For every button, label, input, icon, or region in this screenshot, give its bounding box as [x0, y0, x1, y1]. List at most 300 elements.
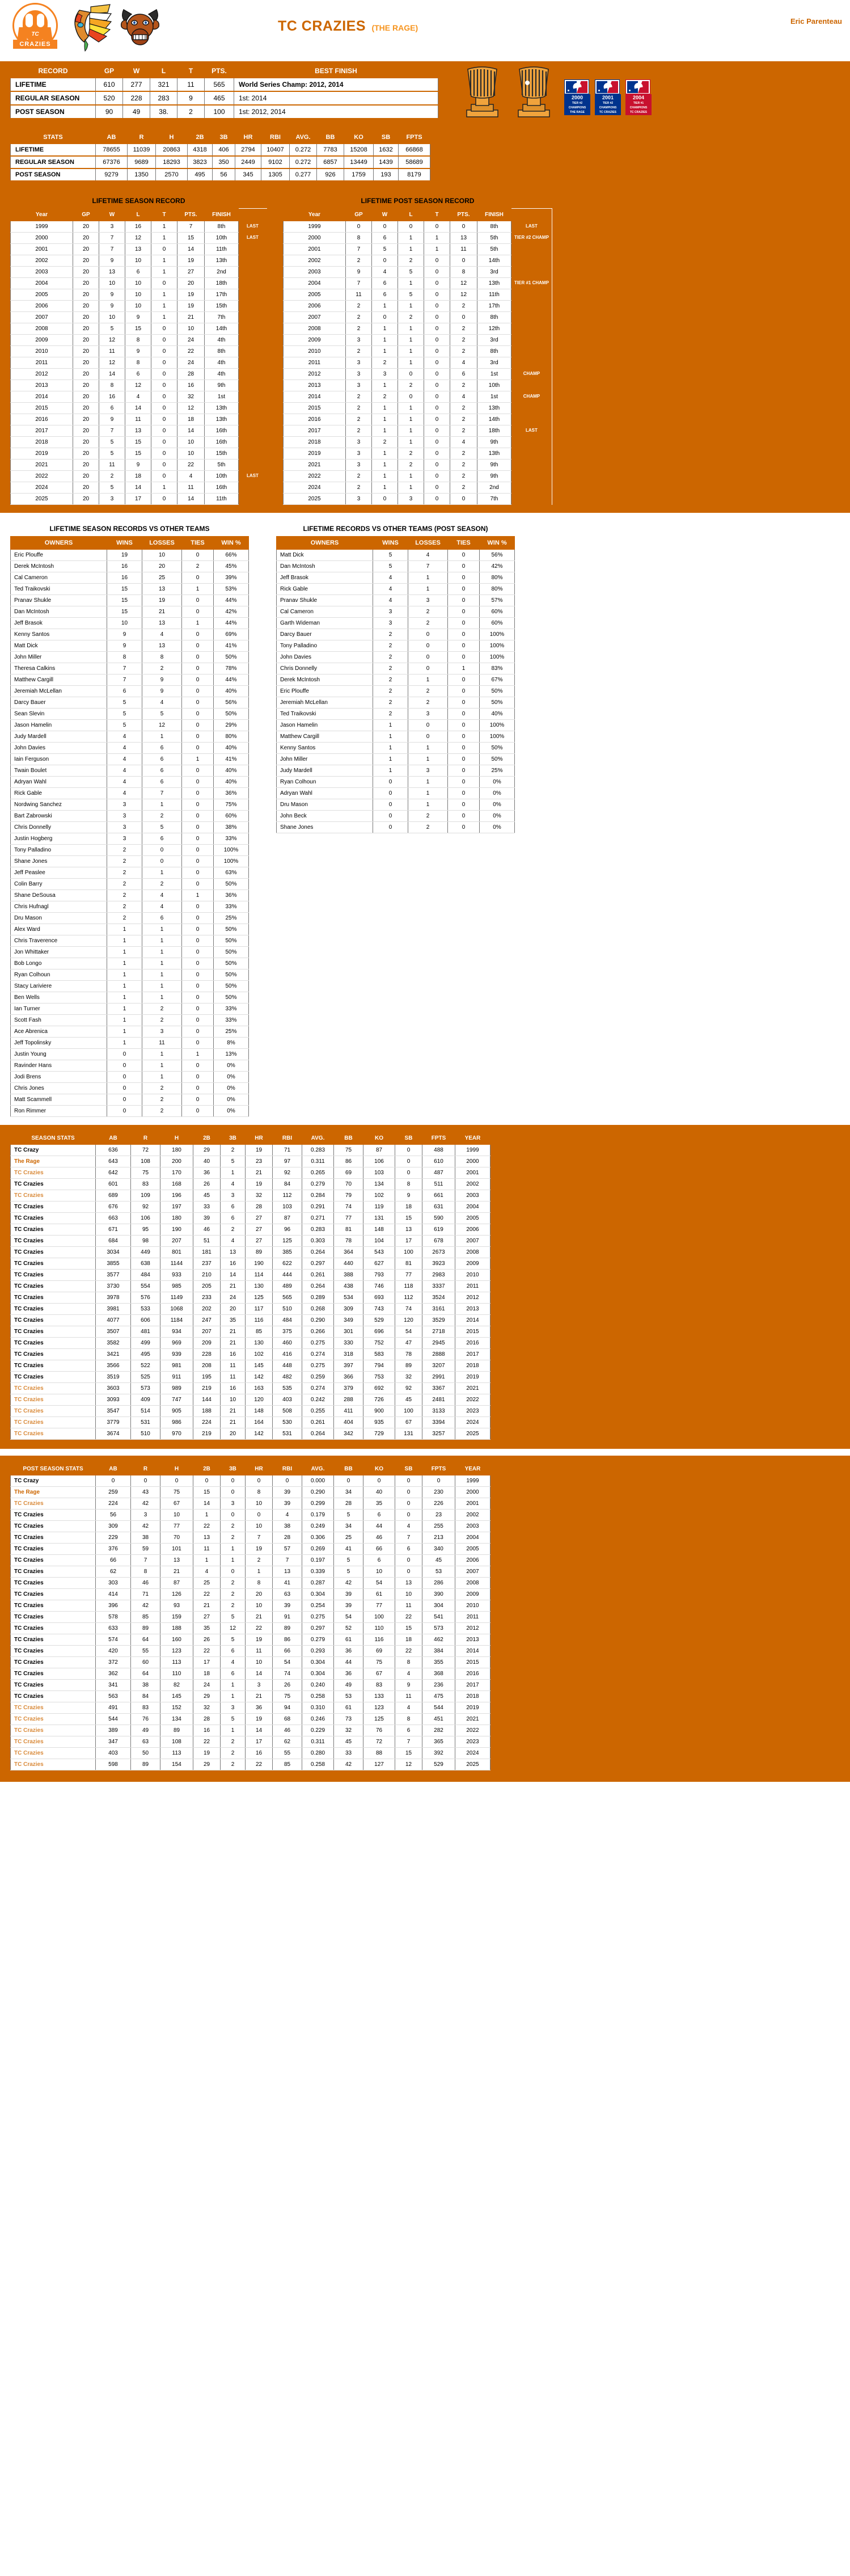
post-season-stats-cell-9: 133 [363, 1691, 395, 1702]
season-stats-team: TC Crazies [11, 1372, 96, 1383]
season-stats-cell-5: 19 [246, 1179, 273, 1190]
post-season-stats-team: TC Crazies [11, 1612, 96, 1623]
post-season-stats-team: TC Crazies [11, 1680, 96, 1691]
vs-team-w: 4 [107, 754, 142, 765]
vs-team-w: 1 [107, 1004, 142, 1015]
post-season-stats-cell-11: 282 [422, 1725, 455, 1736]
post-season-stats-cell-10: 0 [395, 1487, 422, 1498]
vs-team-post-w: 2 [373, 629, 408, 640]
post-season-record-gp: 3 [346, 437, 372, 448]
season-stats-cell-12: 2023 [455, 1406, 490, 1417]
vs-team-post-owner: Kenny Santos [277, 743, 373, 754]
post-season-stats-cell-4: 0 [221, 1510, 246, 1521]
post-season-stats-cell-2: 101 [160, 1544, 193, 1555]
season-record-finish: 13th [205, 414, 239, 425]
vs-team-w: 1 [107, 1038, 142, 1049]
season-stats-cell-1: 573 [131, 1383, 160, 1394]
vs-team-w: 15 [107, 595, 142, 606]
post-season-record-w: 1 [372, 323, 398, 335]
season-stats-cell-11: 3133 [422, 1406, 455, 1417]
vs-team-pct: 0% [214, 1083, 249, 1094]
season-stats-cell-6: 448 [273, 1360, 302, 1372]
vs-team-post-owner: Jason Hamelin [277, 720, 373, 731]
table-row [277, 731, 515, 743]
season-stats-cell-7: 0.274 [302, 1383, 334, 1394]
season-stats-cell-2: 986 [160, 1417, 193, 1428]
stats-cell-0: 78655 [96, 144, 128, 157]
record-l: 38. [150, 105, 177, 119]
post-season-stats-cell-2: 93 [160, 1600, 193, 1612]
vs-team-pct: 0% [214, 1060, 249, 1072]
vs-team-post-owner: John Davies [277, 652, 373, 663]
vs-team-l: 6 [142, 743, 182, 754]
season-stats-team: TC Crazies [11, 1338, 96, 1349]
vs-team-w: 2 [107, 901, 142, 913]
post-season-stats-cell-10: 0 [395, 1475, 422, 1487]
post-season-stats-cell-0: 362 [96, 1668, 131, 1680]
post-season-record-pts: 2 [450, 403, 477, 414]
table-row [11, 1555, 490, 1566]
logo-group [10, 2, 162, 52]
vs-team-w: 5 [107, 709, 142, 720]
season-record-w: 9 [99, 289, 125, 301]
table-row [277, 777, 515, 788]
vs-team-t: 0 [182, 1004, 214, 1015]
vs-team-post-t: 0 [448, 720, 480, 731]
post-season-record-gp: 2 [346, 391, 372, 403]
lifetime-post-season-record-title: LIFETIME POST SEASON RECORD [283, 193, 552, 208]
season-stats-cell-1: 108 [131, 1156, 160, 1167]
season-stats-cell-9: 692 [363, 1383, 395, 1394]
post-season-record-note [511, 459, 552, 471]
post-season-stats-col-1: AB [96, 1463, 131, 1475]
post-season-record-note: LAST [511, 425, 552, 437]
post-season-stats-cell-1: 38 [131, 1680, 160, 1691]
season-stats-cell-3: 144 [193, 1394, 221, 1406]
post-season-stats-cell-0: 420 [96, 1646, 131, 1657]
season-record-gp: 20 [73, 482, 99, 494]
table-row [11, 1487, 490, 1498]
season-stats-cell-2: 1068 [160, 1304, 193, 1315]
table-row [277, 743, 515, 754]
season-stats-cell-2: 747 [160, 1394, 193, 1406]
post-season-stats-cell-6: 85 [273, 1759, 302, 1770]
season-stats-cell-12: 2010 [455, 1270, 490, 1281]
post-season-stats-team: TC Crazies [11, 1498, 96, 1510]
stats-table [10, 130, 430, 182]
post-season-record-l: 2 [398, 380, 424, 391]
season-stats-cell-4: 21 [221, 1281, 246, 1292]
post-season-stats-cell-1: 59 [131, 1544, 160, 1555]
season-stats-cell-9: 793 [363, 1270, 395, 1281]
vs-team-l: 12 [142, 720, 182, 731]
post-season-stats-cell-9: 116 [363, 1634, 395, 1646]
vs-team-w: 0 [107, 1060, 142, 1072]
post-season-record-note [511, 267, 552, 278]
vs-team-owner: Shane DeSousa [11, 890, 107, 901]
season-stats-cell-0: 3603 [96, 1383, 131, 1394]
season-record-finish: 10th [205, 233, 239, 244]
season-record-note [239, 494, 267, 505]
post-season-record-w: 1 [372, 380, 398, 391]
post-season-stats-cell-11: 286 [422, 1578, 455, 1589]
table-row [284, 380, 552, 391]
season-stats-cell-9: 131 [363, 1213, 395, 1224]
season-stats-cell-8: 379 [334, 1383, 363, 1394]
season-stats-cell-1: 531 [131, 1417, 160, 1428]
post-season-stats-cell-2: 108 [160, 1736, 193, 1748]
post-season-stats-cell-10: 4 [395, 1702, 422, 1714]
table-row [284, 391, 552, 403]
season-stats-cell-4: 2 [221, 1224, 246, 1236]
post-season-stats-cell-2: 126 [160, 1589, 193, 1600]
post-season-record-finish: 8th [477, 312, 511, 323]
season-stats-cell-7: 0.284 [302, 1190, 334, 1201]
vs-team-pct: 50% [214, 992, 249, 1004]
season-stats-cell-8: 70 [334, 1179, 363, 1190]
table-row [11, 1544, 490, 1555]
table-row [277, 754, 515, 765]
vs-team-post-w: 2 [373, 652, 408, 663]
table-row [11, 1338, 490, 1349]
world-series-trophy-icon [461, 64, 504, 123]
post-season-stats-cell-4: 1 [221, 1680, 246, 1691]
season-record-l: 4 [125, 391, 151, 403]
vs-team-owner: Scott Fash [11, 1015, 107, 1026]
season-stats-table [10, 1132, 490, 1440]
vs-team-post-owner: Rick Gable [277, 584, 373, 595]
season-stats-cell-5: 164 [246, 1417, 273, 1428]
season-record-t: 0 [151, 494, 177, 505]
season-stats-cell-9: 103 [363, 1167, 395, 1179]
season-stats-cell-1: 495 [131, 1349, 160, 1360]
vs-team-l: 13 [142, 618, 182, 629]
post-season-stats-cell-4: 0 [221, 1487, 246, 1498]
season-record-pts: 10 [177, 323, 205, 335]
post-season-record-l: 0 [398, 369, 424, 380]
season-record-year: 2022 [11, 471, 73, 482]
season-stats-cell-1: 95 [131, 1224, 160, 1236]
vs-team-post-w: 2 [373, 686, 408, 697]
season-stats-team: TC Crazies [11, 1292, 96, 1304]
table-row [11, 1725, 490, 1736]
post-season-stats-cell-9: 127 [363, 1759, 395, 1770]
season-stats-cell-9: 543 [363, 1247, 395, 1258]
table-row [11, 448, 267, 459]
post-season-stats-cell-7: 0.258 [302, 1691, 334, 1702]
post-season-stats-cell-12: 2013 [455, 1634, 490, 1646]
vs-team-post-col-2: LOSSES [408, 537, 448, 550]
season-record-finish: 5th [205, 459, 239, 471]
post-season-stats-cell-0: 62 [96, 1566, 131, 1578]
post-season-stats-cell-8: 54 [334, 1612, 363, 1623]
stats-cell-8: 926 [317, 168, 344, 181]
vs-team-t: 0 [182, 969, 214, 981]
season-stats-team: TC Crazies [11, 1236, 96, 1247]
post-season-stats-cell-3: 32 [193, 1702, 221, 1714]
season-record-note-col [239, 209, 267, 221]
vs-team-owner: Ron Rimmer [11, 1106, 107, 1117]
season-stats-cell-3: 209 [193, 1338, 221, 1349]
season-stats-team: TC Crazies [11, 1213, 96, 1224]
vs-team-post-t: 0 [448, 572, 480, 584]
vs-team-w: 15 [107, 584, 142, 595]
season-stats-cell-0: 676 [96, 1201, 131, 1213]
post-season-stats-cell-10: 0 [395, 1510, 422, 1521]
post-season-record-w: 1 [372, 346, 398, 357]
top-section [0, 61, 850, 189]
table-row [11, 1612, 490, 1623]
vs-team-post-pct: 0% [480, 822, 515, 833]
table-row [284, 369, 552, 380]
post-season-stats-cell-9: 61 [363, 1589, 395, 1600]
vs-team-owner: Twain Boulet [11, 765, 107, 777]
season-stats-cell-3: 33 [193, 1201, 221, 1213]
vs-team-post-t: 0 [448, 709, 480, 720]
team-name: TC CRAZIES [278, 18, 366, 34]
post-season-stats-cell-9: 44 [363, 1521, 395, 1532]
season-stats-cell-12: 2016 [455, 1338, 490, 1349]
post-season-stats-cell-6: 28 [273, 1532, 302, 1544]
season-stats-cell-12: 2018 [455, 1360, 490, 1372]
season-record-note [239, 391, 267, 403]
vs-team-t: 1 [182, 890, 214, 901]
table-row [284, 357, 552, 369]
table-row [11, 1372, 490, 1383]
vs-team-pct: 50% [214, 947, 249, 958]
table-row [11, 584, 249, 595]
post-season-stats-cell-6: 4 [273, 1510, 302, 1521]
table-row [11, 471, 267, 482]
post-season-record-finish: 5th [477, 233, 511, 244]
season-stats-cell-0: 3519 [96, 1372, 131, 1383]
vs-team-post-l: 4 [408, 550, 448, 561]
post-season-stats-cell-11: 365 [422, 1736, 455, 1748]
stats-cell-4: 406 [213, 144, 235, 157]
vs-team-post-pct: 25% [480, 765, 515, 777]
post-season-stats-cell-2: 152 [160, 1702, 193, 1714]
post-season-stats-cell-7: 0.311 [302, 1736, 334, 1748]
vs-team-l: 1 [142, 1072, 182, 1083]
vs-team-owner: Derek McIntosh [11, 561, 107, 572]
post-season-stats-cell-3: 22 [193, 1736, 221, 1748]
season-stats-cell-9: 102 [363, 1190, 395, 1201]
table-row [11, 1623, 490, 1634]
season-record-note [239, 437, 267, 448]
post-season-stats-cell-6: 55 [273, 1748, 302, 1759]
post-season-record-finish: 9th [477, 459, 511, 471]
post-season-stats-team: TC Crazies [11, 1714, 96, 1725]
season-record-year: 2008 [11, 323, 73, 335]
vs-team-t: 0 [182, 1060, 214, 1072]
season-stats-cell-12: 1999 [455, 1145, 490, 1156]
table-row [11, 1394, 490, 1406]
table-row [11, 1072, 249, 1083]
season-stats-cell-6: 508 [273, 1406, 302, 1417]
season-stats-team: TC Crazies [11, 1224, 96, 1236]
table-row [11, 1383, 490, 1394]
post-season-stats-cell-0: 309 [96, 1521, 131, 1532]
table-row [284, 301, 552, 312]
vs-team-post-pct: 67% [480, 674, 515, 686]
post-season-stats-cell-8: 36 [334, 1668, 363, 1680]
post-season-record-year: 2015 [284, 403, 346, 414]
vs-team-l: 1 [142, 958, 182, 969]
vs-team-owner: Kenny Santos [11, 629, 107, 640]
season-record-pts: 24 [177, 335, 205, 346]
banner-tier: TIER #2 [564, 101, 590, 106]
post-season-record-finish: 10th [477, 380, 511, 391]
table-row [284, 459, 552, 471]
post-season-stats-team: TC Crazies [11, 1657, 96, 1668]
stats-col-6: HR [235, 131, 261, 144]
vs-team-owner: Matt Scammell [11, 1094, 107, 1106]
post-season-record-col-3: L [398, 209, 424, 221]
season-stats-cell-4: 6 [221, 1201, 246, 1213]
season-record-l: 10 [125, 301, 151, 312]
season-stats-cell-7: 0.268 [302, 1304, 334, 1315]
vs-team-post-pct: 50% [480, 686, 515, 697]
vs-team-owner: Tony Palladino [11, 845, 107, 856]
vs-team-pct: 8% [214, 1038, 249, 1049]
post-season-record-year: 2014 [284, 391, 346, 403]
record-table-header [11, 64, 438, 78]
season-record-col-3: L [125, 209, 151, 221]
vs-team-l: 1 [142, 935, 182, 947]
post-season-record-pts: 12 [450, 289, 477, 301]
table-row [277, 561, 515, 572]
season-record-l: 9 [125, 346, 151, 357]
season-record-finish: 8th [205, 346, 239, 357]
post-season-stats-cell-5: 20 [246, 1589, 273, 1600]
post-season-stats-cell-12: 2008 [455, 1578, 490, 1589]
post-season-record-l: 1 [398, 437, 424, 448]
record-t: 2 [177, 105, 205, 119]
season-stats-cell-12: 2017 [455, 1349, 490, 1360]
season-stats-cell-10: 100 [395, 1247, 422, 1258]
post-season-stats-cell-9: 35 [363, 1498, 395, 1510]
season-record-pts: 22 [177, 346, 205, 357]
post-season-stats-cell-9: 123 [363, 1702, 395, 1714]
vs-team-post-owner: Jeff Brasok [277, 572, 373, 584]
post-season-stats-cell-6: 68 [273, 1714, 302, 1725]
table-row [11, 618, 249, 629]
season-stats-cell-12: 2003 [455, 1190, 490, 1201]
post-season-stats-cell-4: 5 [221, 1612, 246, 1623]
post-season-record-note: CHAMP [511, 391, 552, 403]
vs-team-l: 13 [142, 640, 182, 652]
table-row [11, 156, 430, 168]
post-season-record-col-2: W [372, 209, 398, 221]
season-stats-cell-3: 237 [193, 1258, 221, 1270]
vs-team-post-t: 0 [448, 674, 480, 686]
season-stats-cell-2: 196 [160, 1190, 193, 1201]
post-season-record-col-1: GP [346, 209, 372, 221]
season-stats-cell-11: 3529 [422, 1315, 455, 1326]
post-season-stats-cell-3: 27 [193, 1612, 221, 1623]
season-stats-cell-4: 20 [221, 1428, 246, 1440]
table-row [277, 788, 515, 799]
post-season-stats-cell-2: 87 [160, 1578, 193, 1589]
stats-col-4: 2B [188, 131, 213, 144]
vs-team-post-t: 1 [448, 663, 480, 674]
post-season-stats-cell-8: 32 [334, 1725, 363, 1736]
season-record-gp: 20 [73, 391, 99, 403]
season-stats-cell-0: 3421 [96, 1349, 131, 1360]
post-season-stats-team: TC Crazies [11, 1623, 96, 1634]
vs-team-pct: 25% [214, 913, 249, 924]
season-stats-col-1: AB [96, 1132, 131, 1145]
post-season-record-w: 1 [372, 403, 398, 414]
season-stats-cell-1: 638 [131, 1258, 160, 1270]
season-stats-cell-1: 98 [131, 1236, 160, 1247]
post-season-stats-team: TC Crazies [11, 1544, 96, 1555]
table-row [11, 1680, 490, 1691]
vs-team-post-l: 7 [408, 561, 448, 572]
season-stats-team: TC Crazies [11, 1190, 96, 1201]
season-stats-cell-4: 5 [221, 1156, 246, 1167]
vs-team-pct: 36% [214, 788, 249, 799]
season-record-header [11, 209, 267, 221]
vs-team-post-pct: 50% [480, 697, 515, 709]
vs-team-w: 19 [107, 550, 142, 561]
season-stats-cell-11: 3161 [422, 1304, 455, 1315]
vs-team-t: 2 [182, 561, 214, 572]
post-season-record-finish: 14th [477, 414, 511, 425]
post-season-record-year: 2022 [284, 471, 346, 482]
record-l: 283 [150, 91, 177, 105]
season-stats-cell-7: 0.274 [302, 1349, 334, 1360]
post-season-record-l: 2 [398, 255, 424, 267]
stats-cell-9: 15208 [344, 144, 374, 157]
vs-team-post-owner: Shane Jones [277, 822, 373, 833]
table-row [11, 1360, 490, 1372]
post-season-stats-cell-6: 57 [273, 1544, 302, 1555]
post-season-record-l: 0 [398, 221, 424, 233]
post-season-stats-cell-8: 42 [334, 1759, 363, 1770]
post-season-record-t: 0 [424, 437, 450, 448]
post-season-stats-cell-9: 10 [363, 1566, 395, 1578]
vs-team-t: 0 [182, 674, 214, 686]
vs-team-w: 1 [107, 969, 142, 981]
stats-cell-3: 3823 [188, 156, 213, 168]
post-season-record-note [511, 357, 552, 369]
post-season-record-note [511, 312, 552, 323]
record-col-6: BEST FINISH [234, 64, 438, 78]
season-stats-cell-4: 16 [221, 1383, 246, 1394]
season-record-finish: 7th [205, 312, 239, 323]
season-record-year: 2015 [11, 403, 73, 414]
vs-team-post-w: 3 [373, 606, 408, 618]
season-record-note [239, 369, 267, 380]
season-record-body [11, 221, 267, 505]
post-season-stats-team: TC Crazies [11, 1589, 96, 1600]
post-season-record-l: 1 [398, 471, 424, 482]
record-best-finish: 1st: 2012, 2014 [234, 105, 438, 119]
season-record-note [239, 278, 267, 289]
post-season-record-finish: 2nd [477, 482, 511, 494]
season-record-t: 1 [151, 221, 177, 233]
post-season-stats-cell-1: 85 [131, 1612, 160, 1623]
vs-team-l: 2 [142, 1106, 182, 1117]
season-record-w: 9 [99, 414, 125, 425]
post-season-stats-cell-11: 23 [422, 1510, 455, 1521]
post-season-stats-cell-3: 24 [193, 1680, 221, 1691]
post-season-record-note [511, 471, 552, 482]
post-season-record-pts: 2 [450, 323, 477, 335]
season-record-w: 2 [99, 471, 125, 482]
post-season-stats-cell-6: 39 [273, 1600, 302, 1612]
